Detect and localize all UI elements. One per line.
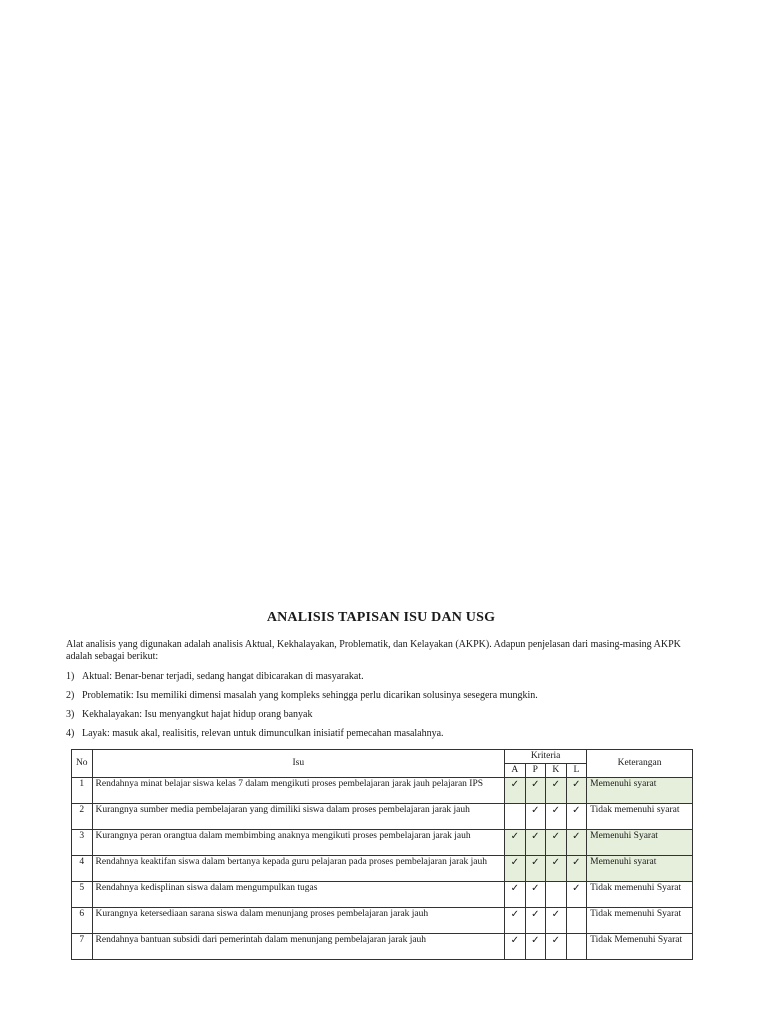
check-problematik-icon: ✓ <box>525 882 546 908</box>
criteria-item <box>66 728 696 740</box>
check-aktual-icon: ✓ <box>505 882 526 908</box>
check-problematik-icon: ✓ <box>525 856 546 882</box>
table-row <box>72 908 693 934</box>
check-layak-icon: ✓ <box>566 882 587 908</box>
header-kriteria-p: P <box>525 764 546 778</box>
check-kekhalayakan-icon: ✓ <box>546 908 567 934</box>
issue-text: Kurangnya sumber media pembelajaran yang dimiliki siswa dalam proses pembelajaran jarak jauh <box>92 804 505 830</box>
header-kriteria-k: K <box>546 764 567 778</box>
issue-text: Rendahnya keaktifan siswa dalam bertanya kepada guru pelajaran pada proses pembelajaran jarak jauh <box>92 856 505 882</box>
check-aktual-icon: ✓ <box>505 778 526 804</box>
row-number: 7 <box>72 934 93 960</box>
check-aktual-icon: ✓ <box>505 934 526 960</box>
issue-text: Rendahnya minat belajar siswa kelas 7 dalam mengikuti proses pembelajaran jarak jauh pelajaran IPS <box>92 778 505 804</box>
criteria-text: Layak: masuk akal, realisitis, relevan untuk dimunculkan inisiatif pemecahan masalahnya. <box>82 728 444 739</box>
check-layak-icon: ✓ <box>566 778 587 804</box>
keterangan-text: Tidak memenuhi Syarat <box>587 882 693 908</box>
check-layak-icon: ✓ <box>566 804 587 830</box>
header-kriteria-a: A <box>505 764 526 778</box>
check-kekhalayakan-icon: ✓ <box>546 856 567 882</box>
document-body <box>66 600 696 960</box>
criteria-text: Aktual: Benar-benar terjadi, sedang hangat dibicarakan di masyarakat. <box>82 671 364 682</box>
check-aktual-icon: ✓ <box>505 908 526 934</box>
check-problematik-icon: ✓ <box>525 830 546 856</box>
keterangan-text: Tidak Memenuhi Syarat <box>587 934 693 960</box>
check-layak-icon <box>566 908 587 934</box>
page-title: ANALISIS TAPISAN ISU DAN USG <box>266 610 496 625</box>
table-body <box>72 778 693 960</box>
row-number: 4 <box>72 856 93 882</box>
header-no: No <box>72 750 93 778</box>
header-kriteria: Kriteria <box>505 750 587 764</box>
keterangan-text: Memenuhi syarat <box>587 856 693 882</box>
keterangan-text: Tidak memenuhi Syarat <box>587 908 693 934</box>
check-kekhalayakan-icon: ✓ <box>546 830 567 856</box>
check-aktual-icon: ✓ <box>505 856 526 882</box>
issue-text: Rendahnya bantuan subsidi dari pemerintah dalam menunjang pembelajaran jarak jauh <box>92 934 505 960</box>
issue-text: Rendahnya kedisplinan siswa dalam mengumpulkan tugas <box>92 882 505 908</box>
check-kekhalayakan-icon: ✓ <box>546 804 567 830</box>
table-row <box>72 830 693 856</box>
check-problematik-icon: ✓ <box>525 934 546 960</box>
intro-paragraph: Alat analisis yang digunakan adalah analisis Aktual, Kekhalayakan, Problematik, dan Kelayakan (AKPK). Adapun penjelasan dari masing-masing AKPK adalah sebagai berikut: <box>66 639 681 662</box>
check-aktual-icon <box>505 804 526 830</box>
issue-text: Kurangnya peran orangtua dalam membimbing anaknya mengikuti proses pembelajaran jarak jauh <box>92 830 505 856</box>
table-row <box>72 804 693 830</box>
criteria-number: 2) <box>66 690 75 701</box>
row-number: 6 <box>72 908 93 934</box>
keterangan-text: Memenuhi Syarat <box>587 830 693 856</box>
issue-text: Kurangnya ketersediaan sarana siswa dalam menunjang proses pembelajaran jarak jauh <box>92 908 505 934</box>
check-problematik-icon: ✓ <box>525 804 546 830</box>
criteria-list <box>66 671 696 740</box>
row-number: 2 <box>72 804 93 830</box>
criteria-item <box>66 671 696 683</box>
row-number: 5 <box>72 882 93 908</box>
criteria-number: 1) <box>66 671 75 682</box>
check-problematik-icon: ✓ <box>525 908 546 934</box>
check-problematik-icon: ✓ <box>525 778 546 804</box>
check-aktual-icon: ✓ <box>505 830 526 856</box>
check-layak-icon <box>566 934 587 960</box>
check-kekhalayakan-icon <box>546 882 567 908</box>
header-isu: Isu <box>92 750 505 778</box>
header-keterangan: Keterangan <box>587 750 693 778</box>
criteria-item <box>66 690 696 702</box>
keterangan-text: Memenuhi syarat <box>587 778 693 804</box>
check-layak-icon: ✓ <box>566 830 587 856</box>
issue-table <box>71 749 693 960</box>
check-kekhalayakan-icon: ✓ <box>546 778 567 804</box>
criteria-number: 4) <box>66 728 75 739</box>
check-kekhalayakan-icon: ✓ <box>546 934 567 960</box>
criteria-text: Problematik: Isu memiliki dimensi masalah yang kompleks sehingga perlu dicarikan solusinya sesegera mungkin. <box>82 690 538 701</box>
check-layak-icon: ✓ <box>566 856 587 882</box>
row-number: 3 <box>72 830 93 856</box>
row-number: 1 <box>72 778 93 804</box>
criteria-text: Kekhalayakan: Isu menyangkut hajat hidup orang banyak <box>82 709 313 720</box>
header-kriteria-l: L <box>566 764 587 778</box>
table-row <box>72 778 693 804</box>
table-row <box>72 934 693 960</box>
criteria-number: 3) <box>66 709 75 720</box>
keterangan-text: Tidak memenuhi syarat <box>587 804 693 830</box>
table-row <box>72 856 693 882</box>
criteria-item <box>66 709 696 721</box>
table-row <box>72 882 693 908</box>
